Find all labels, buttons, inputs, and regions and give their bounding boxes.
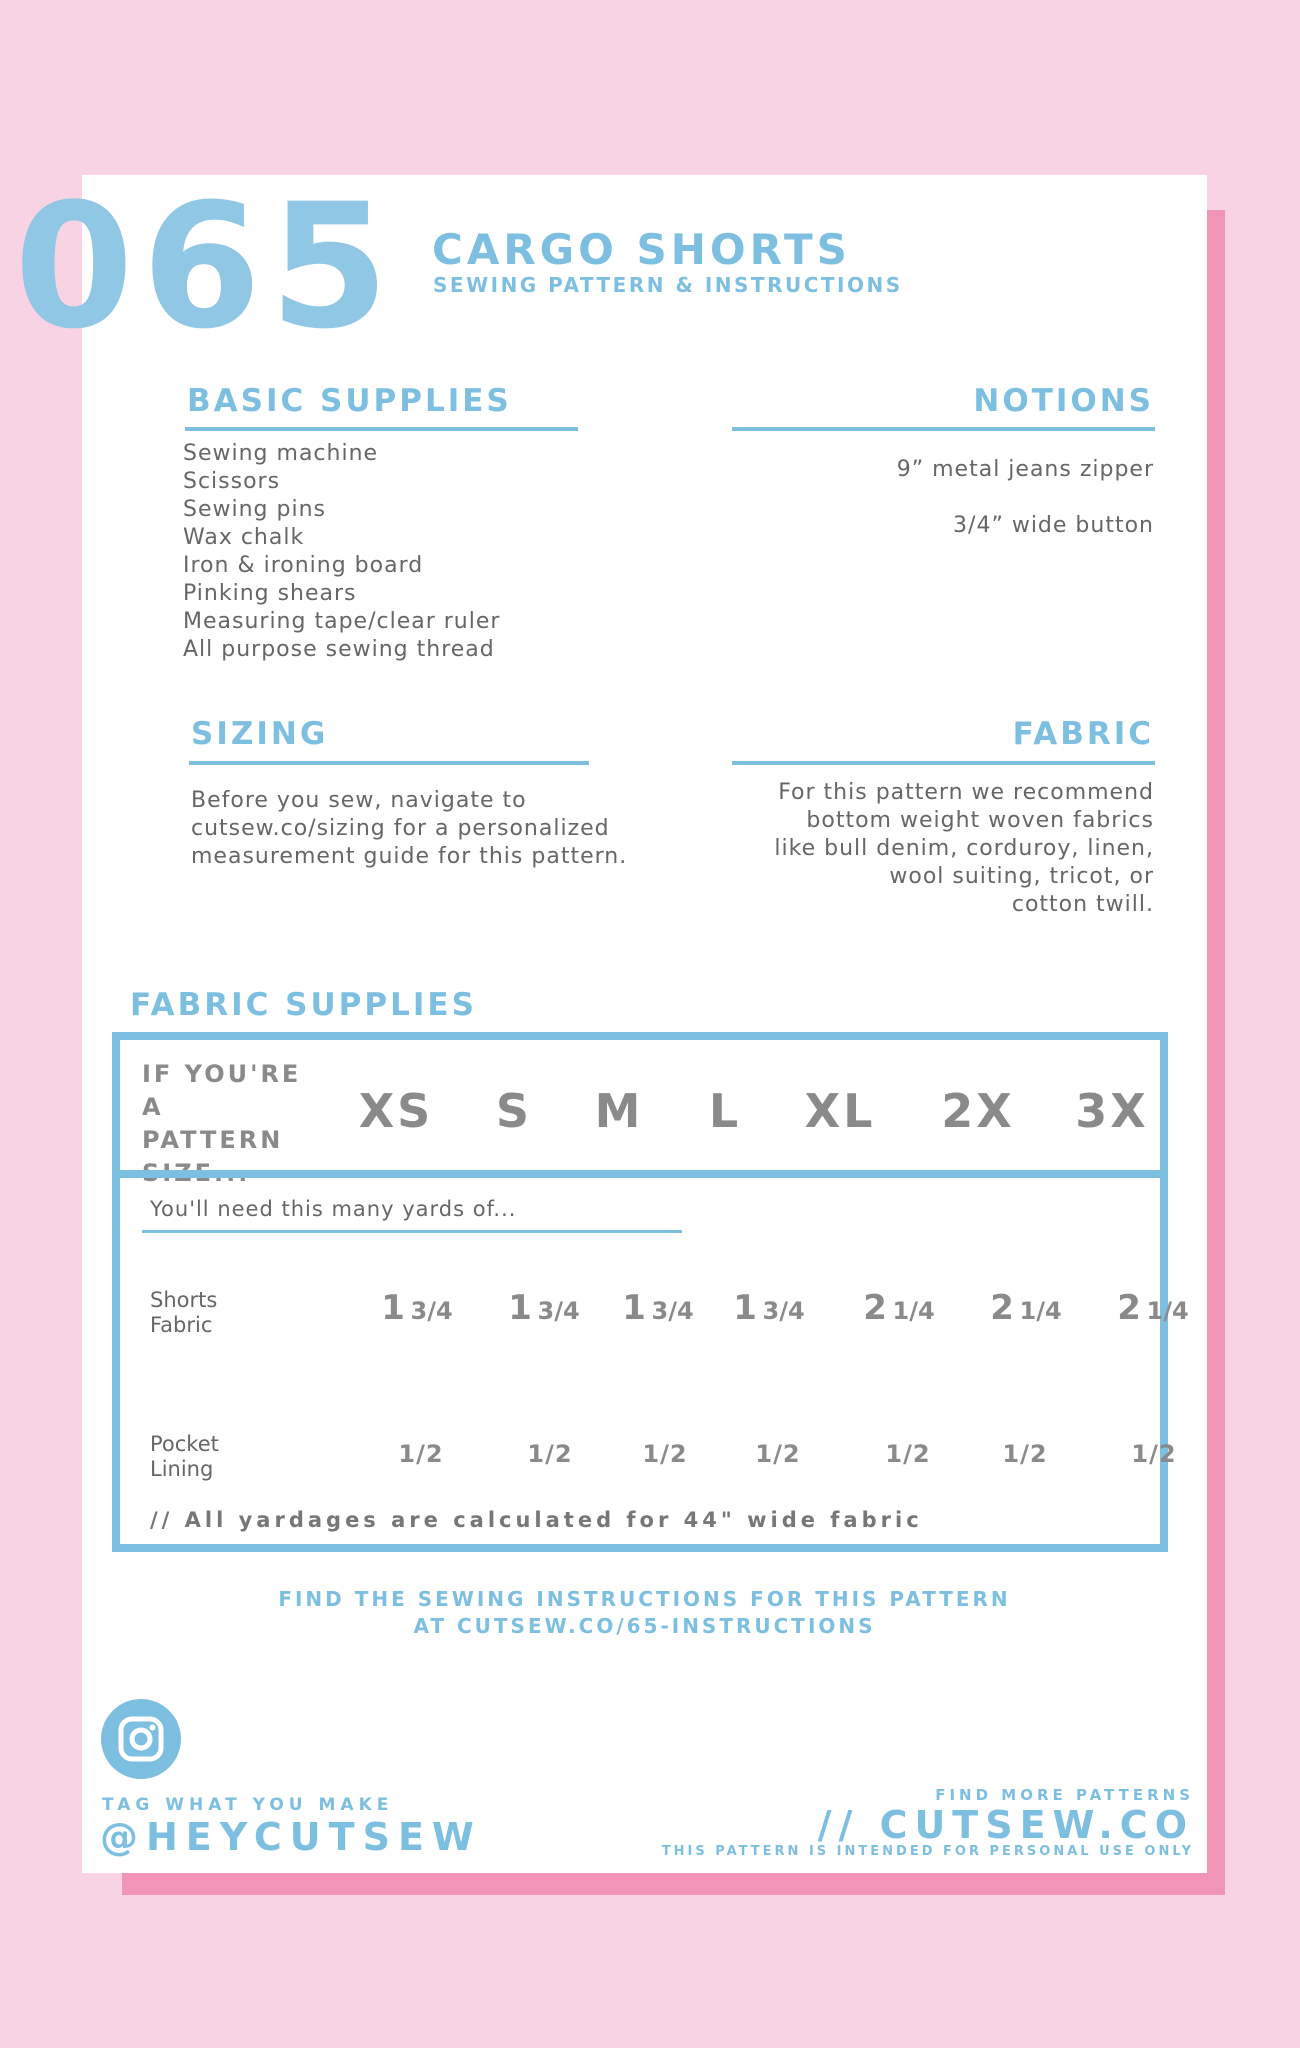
basic-supplies-heading: BASIC SUPPLIES bbox=[187, 383, 512, 419]
list-item: Measuring tape/clear ruler bbox=[183, 609, 501, 634]
yards-intro: You'll need this many yards of... bbox=[150, 1197, 517, 1221]
size-header-s: S bbox=[495, 1084, 533, 1138]
list-item: Sewing pins bbox=[183, 497, 326, 522]
sizing-text: Before you sew, navigate to cutsew.co/sizing for a personalized measurement guide for this pattern. bbox=[191, 788, 628, 869]
yardage-pocket-xs: 1/2 bbox=[398, 1440, 444, 1468]
yardage-shorts-3x: 2 1/4 bbox=[1117, 1288, 1189, 1328]
list-item: Wax chalk bbox=[183, 525, 305, 550]
size-header-xl: XL bbox=[804, 1084, 876, 1138]
basic-supplies-rule bbox=[185, 427, 578, 431]
yardage-pocket-2x: 1/2 bbox=[1002, 1440, 1048, 1468]
pattern-subtitle: SEWING PATTERN & INSTRUCTIONS bbox=[433, 273, 903, 297]
yardage-pocket-s: 1/2 bbox=[527, 1440, 573, 1468]
row-label-shorts-fabric: Shorts Fabric bbox=[150, 1288, 218, 1337]
size-header-3x: 3X bbox=[1075, 1084, 1149, 1138]
yardage-pocket-l: 1/2 bbox=[755, 1440, 801, 1468]
yardage-shorts-m: 1 3/4 bbox=[622, 1288, 694, 1328]
yardage-shorts-xs: 1 3/4 bbox=[381, 1288, 453, 1328]
instagram-icon[interactable] bbox=[101, 1699, 181, 1779]
notion-item-button: 3/4” wide button bbox=[953, 513, 1154, 538]
fabric-rule bbox=[732, 761, 1155, 765]
notions-heading: NOTIONS bbox=[973, 383, 1154, 419]
row-label-pocket-lining: Pocket Lining bbox=[150, 1432, 219, 1481]
yardage-pocket-xl: 1/2 bbox=[885, 1440, 931, 1468]
size-header-l: L bbox=[708, 1084, 742, 1138]
notion-item-zipper: 9” metal jeans zipper bbox=[896, 457, 1154, 482]
yardage-pocket-3x: 1/2 bbox=[1131, 1440, 1177, 1468]
list-item: Sewing machine bbox=[183, 441, 379, 466]
find-more-label: FIND MORE PATTERNS bbox=[935, 1786, 1194, 1804]
list-item: Pinking shears bbox=[183, 581, 357, 606]
pattern-card bbox=[14, 166, 1207, 1873]
fabric-text: For this pattern we recommend bottom weight woven fabrics like bull denim, corduroy, linen, wool suiting, tricot, or cotton twill. bbox=[774, 780, 1154, 917]
site-link[interactable]: // CUTSEW.CO bbox=[817, 1803, 1194, 1847]
tag-prompt: TAG WHAT YOU MAKE bbox=[102, 1795, 394, 1815]
list-item: All purpose sewing thread bbox=[183, 637, 495, 662]
instagram-handle[interactable]: @HEYCUTSEW bbox=[100, 1815, 482, 1859]
yardage-shorts-2x: 2 1/4 bbox=[990, 1288, 1062, 1328]
sizing-heading: SIZING bbox=[191, 716, 329, 752]
fabric-supplies-heading: FABRIC SUPPLIES bbox=[130, 987, 477, 1023]
yardage-shorts-xl: 2 1/4 bbox=[863, 1288, 935, 1328]
size-row-label: IF YOU'RE A PATTERN bbox=[142, 1060, 302, 1154]
yardage-shorts-s: 1 3/4 bbox=[508, 1288, 580, 1328]
yardage-note: // All yardages are calculated for 44" wide fabric bbox=[150, 1508, 923, 1532]
yards-intro-rule bbox=[142, 1230, 682, 1233]
size-header-m: M bbox=[594, 1084, 644, 1138]
size-header-2x: 2X bbox=[941, 1084, 1015, 1138]
list-item: Iron & ironing board bbox=[183, 553, 424, 578]
pattern-number: 065 bbox=[14, 166, 398, 367]
basic-supplies-list bbox=[183, 440, 500, 664]
list-item: Scissors bbox=[183, 469, 281, 494]
instructions-link[interactable]: AT CUTSEW.CO/65-INSTRUCTIONS bbox=[413, 1614, 876, 1638]
notions-rule bbox=[732, 427, 1155, 431]
yardage-pocket-m: 1/2 bbox=[642, 1440, 688, 1468]
sizing-rule bbox=[189, 761, 589, 765]
instructions-line-1: FIND THE SEWING INSTRUCTIONS FOR THIS PATTERN bbox=[278, 1587, 1011, 1611]
fabric-heading: FABRIC bbox=[1012, 716, 1154, 752]
pattern-title: CARGO SHORTS bbox=[432, 225, 851, 274]
table-divider bbox=[120, 1170, 1160, 1178]
size-header-xs: XS bbox=[358, 1084, 434, 1138]
usage-disclaimer: THIS PATTERN IS INTENDED FOR PERSONAL USE ONLY bbox=[661, 1844, 1194, 1859]
yardage-shorts-l: 1 3/4 bbox=[733, 1288, 805, 1328]
fabric-supplies-table bbox=[112, 1032, 1189, 1552]
